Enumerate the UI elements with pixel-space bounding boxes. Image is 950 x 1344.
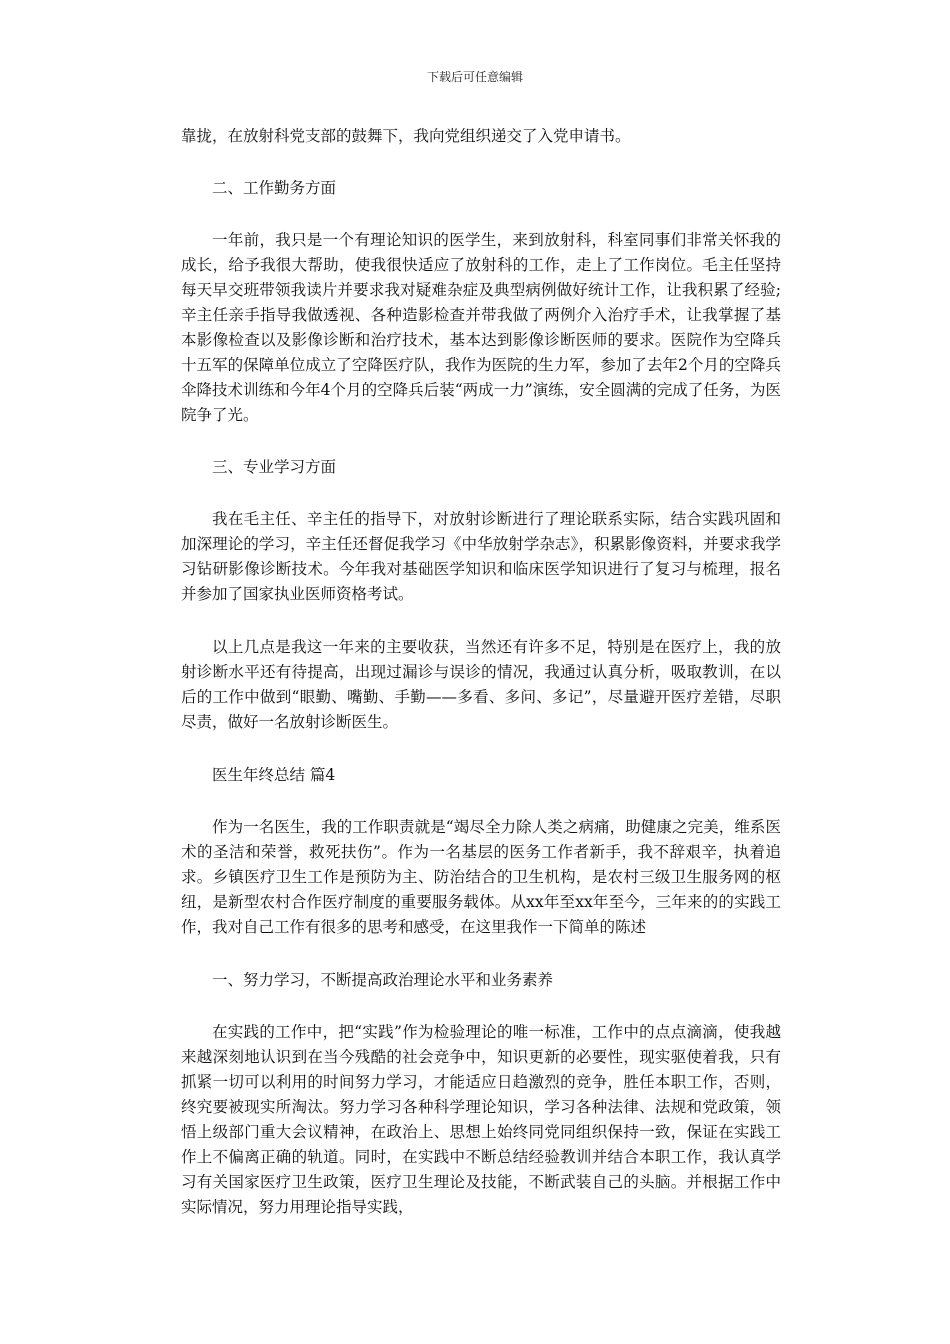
paragraph: 以上几点是我这一年来的主要收获，当然还有许多不足，特别是在医疗上，我的放射诊断水平还有待提高，出现过漏诊与误诊的情况，我通过认真分析，吸取教训，在以后的工作中做到“眼勤、嘴勤、手勤——多看、多问、多记”，尽量避开医疗差错，尽职尽责，做好一名放射诊断医生。 bbox=[181, 638, 781, 731]
paragraph: 靠拢，在放射科党支部的鼓舞下，我向党组织递交了入党申请书。 bbox=[181, 127, 631, 145]
section-heading: 医生年终总结 篇4 bbox=[212, 766, 336, 784]
document-body bbox=[181, 124, 781, 1220]
section-heading: 三、专业学习方面 bbox=[212, 458, 337, 476]
page-header: 下载后可任意编辑 bbox=[426, 70, 523, 84]
paragraph: 作为一名医生，我的工作职责就是“竭尽全力除人类之病痛，助健康之完美，维系医术的圣洁和荣誉，救死扶伤”。作为一名基层的医务工作者新手，我不辞艰辛，执着追求。乡镇医疗卫生工作是预防为主、防治结合的卫生机构，是农村三级卫生服务网的枢纽，是新型农村合作医疗制度的重要服务载体。从xx年至xx年至今，三年来的的实践工作，我对自己工作有很多的思考和感受，在这里我作一下简单的陈述 bbox=[181, 818, 781, 936]
paragraph: 我在毛主任、辛主任的指导下，对放射诊断进行了理论联系实际，结合实践巩固和加深理论的学习，辛主任还督促我学习《中华放射学杂志》，积累影像资料，并要求我学习钻研影像诊断技术。今年我对基础医学知识和临床医学知识进行了复习与梳理，报名并参加了国家执业医师资格考试。 bbox=[181, 510, 781, 603]
section-heading: 二、工作勤务方面 bbox=[212, 179, 337, 197]
paragraph: 一年前，我只是一个有理论知识的医学生，来到放射科，科室同事们非常关怀我的成长，给予我很大帮助，使我很快适应了放射科的工作，走上了工作岗位。毛主任坚持每天早交班带领我读片并要求我对疑难杂症及典型病例做好统计工作，让我积累了经验;辛主任亲手指导我做透视、各种造影检查并带我做了两例介入治疗手术，让我掌握了基本影像检查以及影像诊断和治疗技术，基本达到影像诊断医师的要求。医院作为空降兵十五军的保障单位成立了空降医疗队，我作为医院的生力军，参加了去年2个月的空降兵伞降技术训练和今年4个月的空降兵后装“两成一力”演练，安全圆满的完成了任务，为医院争了光。 bbox=[181, 231, 781, 424]
paragraph: 在实践的工作中，把“实践”作为检验理论的唯一标准，工作中的点点滴滴，使我越来越深刻地认识到在当今残酷的社会竞争中，知识更新的必要性，现实驱使着我，只有抓紧一切可以利用的时间努力学习，才能适应日趋激烈的竞争，胜任本职工作，否则，终究要被现实所淘汰。努力学习各种科学理论知识，学习各种法律、法规和党政策，领悟上级部门重大会议精神，在政治上、思想上始终同党同组织保持一致，保证在实践工作上不偏离正确的轨道。同时，在实践中不断总结经验教训并结合本职工作，我认真学习有关国家医疗卫生政策，医疗卫生理论及技能，不断武装自己的头脑。并根据工作中实际情况，努力用理论指导实践， bbox=[181, 1023, 781, 1216]
section-heading: 一、努力学习，不断提高政治理论水平和业务素养 bbox=[212, 971, 554, 989]
